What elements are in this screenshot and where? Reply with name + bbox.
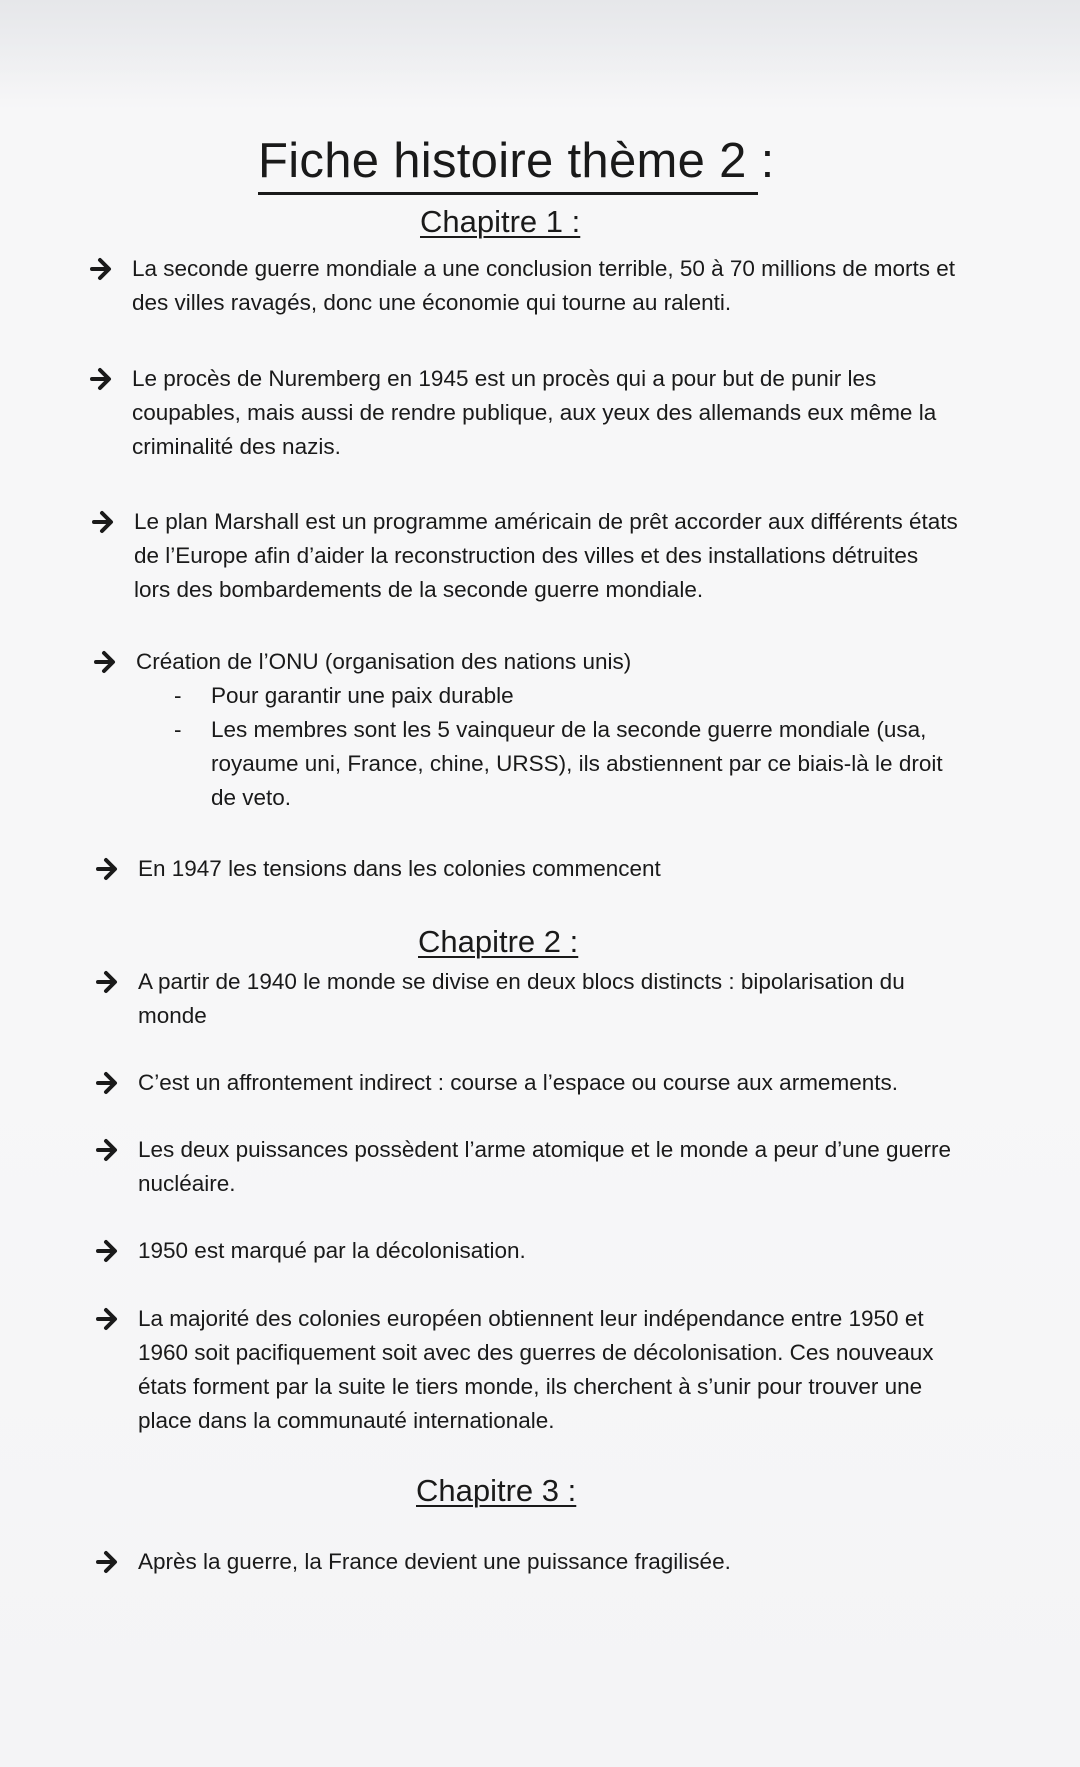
item-text: Création de l’ONU (organisation des nations unis) — [136, 649, 632, 674]
list-item — [136, 645, 966, 815]
item-text: La seconde guerre mondiale a une conclusion terrible, 50 à 70 millions de morts et des villes ravagés, donc une économie qui tourne au ralenti. — [132, 256, 955, 315]
item-text: Les deux puissances possèdent l’arme atomique et le monde a peur d’une guerre nucléaire. — [138, 1137, 952, 1196]
chapter-2-heading: Chapitre 2 : — [418, 924, 579, 959]
list-item — [138, 1066, 978, 1100]
item-text: Après la guerre, la France devient une puissance fragilisée. — [138, 1549, 731, 1574]
item-text: La majorité des colonies européen obtiennent leur indépendance entre 1950 et 1960 soit pacifiquement soit avec des guerres de décolonisation. Ces nouveaux états forment par la suite le tiers monde, ils cherchent à s’unir pour trouver une place dans la communauté internationale. — [138, 1306, 934, 1433]
item-text: En 1947 les tensions dans les colonies commencent — [138, 856, 661, 881]
arrow-right-icon — [95, 1302, 125, 1336]
arrow-right-icon — [89, 252, 119, 286]
list-item — [138, 1545, 958, 1579]
list-item — [138, 1133, 973, 1201]
item-text: Le plan Marshall est un programme américain de prêt accorder aux différents états de l’Europe afin d’aider la reconstruction des villes et des installations détruites lors des bombardements de la seconde guerre mondiale. — [134, 509, 958, 602]
sub-list-item — [136, 713, 966, 815]
item-text: A partir de 1940 le monde se divise en deux blocs distincts : bipolarisation du monde — [138, 969, 905, 1028]
arrow-right-icon — [93, 645, 123, 679]
sub-list-item — [136, 679, 966, 713]
arrow-right-icon — [95, 1234, 125, 1268]
arrow-right-icon — [95, 965, 125, 999]
scan-shadow — [0, 0, 1080, 110]
list-item — [138, 1302, 958, 1438]
arrow-right-icon — [89, 362, 119, 396]
dash-marker: - — [174, 683, 182, 708]
item-text: C’est un affrontement indirect : course a l’espace ou course aux armements. — [138, 1070, 898, 1095]
list-item — [138, 965, 958, 1033]
list-item — [134, 505, 960, 607]
arrow-right-icon — [95, 1066, 125, 1100]
sub-item-text: Pour garantir une paix durable — [211, 683, 514, 708]
sub-item-text: Les membres sont les 5 vainqueur de la seconde guerre mondiale (usa, royaume uni, France, chine, URSS), ils abstiennent par ce biais-là le droit de veto. — [211, 717, 943, 810]
arrow-right-icon — [95, 1133, 125, 1167]
arrow-right-icon — [95, 852, 125, 886]
page-title: Fiche histoire thème 2 : — [258, 132, 758, 195]
arrow-right-icon — [95, 1545, 125, 1579]
list-item — [132, 362, 972, 464]
item-text: 1950 est marqué par la décolonisation. — [138, 1238, 526, 1263]
arrow-right-icon — [91, 505, 121, 539]
dash-marker: - — [174, 717, 182, 742]
chapter-1-heading: Chapitre 1 : — [420, 204, 581, 239]
list-item — [138, 1234, 958, 1268]
list-item — [132, 252, 972, 320]
chapter-3-heading: Chapitre 3 : — [416, 1473, 577, 1508]
list-item — [138, 852, 958, 886]
item-text: Le procès de Nuremberg en 1945 est un procès qui a pour but de punir les coupables, mais aussi de rendre publique, aux yeux des allemands eux même la criminalité des nazis. — [132, 366, 937, 459]
